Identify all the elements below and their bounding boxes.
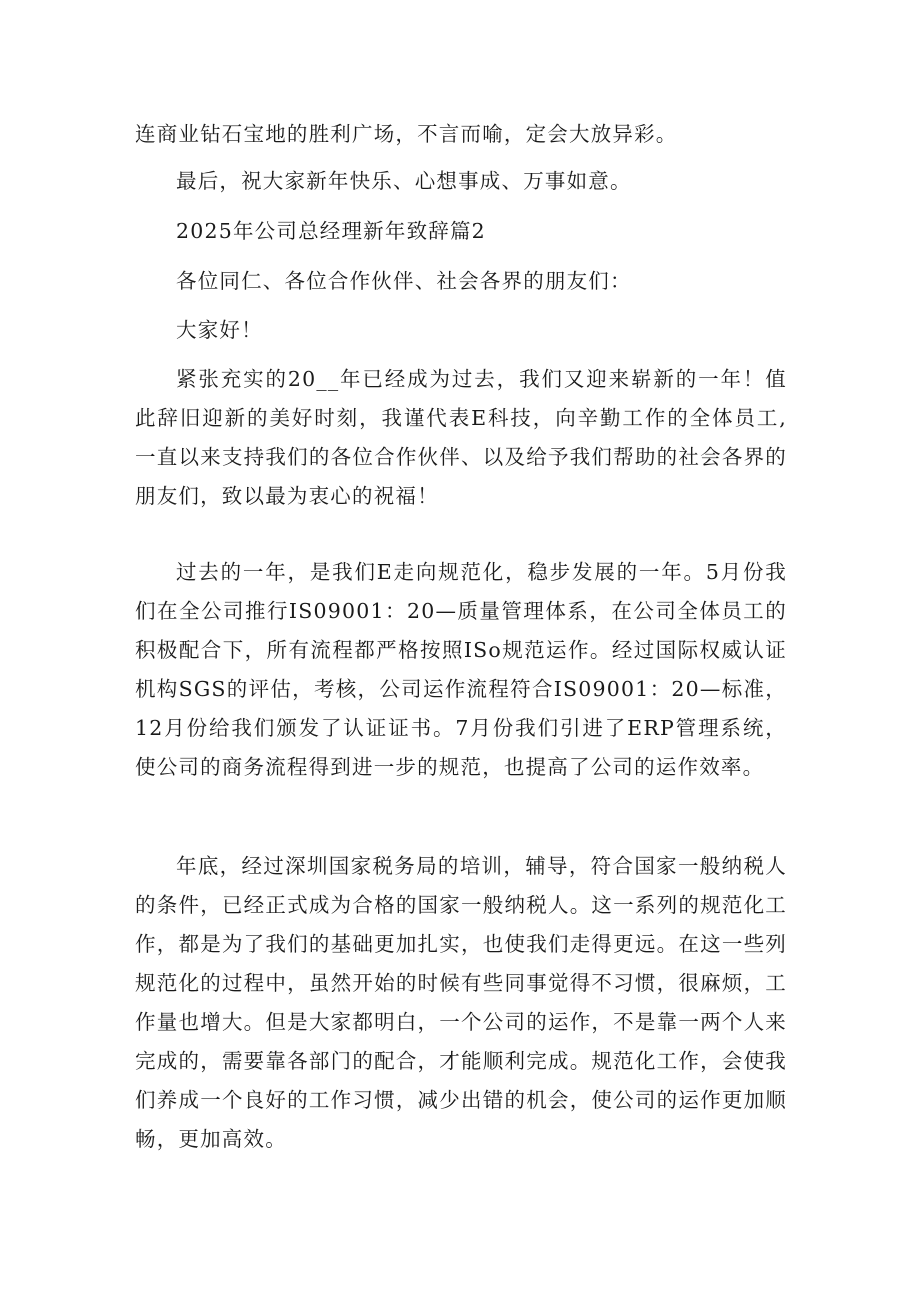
paragraph-closing-wishes: 最后，祝大家新年快乐、心想事成、万事如意。 (176, 169, 632, 193)
paragraph-continuation: 连商业钻石宝地的胜利广场，不言而喻，定会大放异彩。 (135, 122, 678, 146)
paragraph-year-end: 年底，经过深圳国家税务局的培训，辅导，符合国家一般纳税人的条件，已经正式成为合格的国家一般纳税人。这一系列的规范化工作，都是为了我们的基础更加扎实，也使我们走得更远。在这一些列规范化的过程中，虽然开始的时候有些同事觉得不习惯，很麻烦，工作量也增大。但是大家都明白，一个公司的运作，不是靠一两个人来完成的，需要靠各部门的配合，才能顺利完成。规范化工作，会使我们养成一个良好的工作习惯，减少出错的机会，使公司的运作更加顺畅，更加高效。 (135, 854, 787, 1151)
paragraph-new-year: 紧张充实的20__年已经成为过去，我们又迎来崭新的一年！值此辞旧迎新的美好时刻，我谨代表E科技，向辛勤工作的全体员工,一直以来支持我们的各位合作伙伴、以及给予我们帮助的社会各界的朋友们，致以最为衷心的祝福！ (135, 367, 787, 508)
section-heading: 2025年公司总经理新年致辞篇2 (176, 219, 486, 243)
salutation: 各位同仁、各位合作伙伴、社会各界的朋友们： (176, 269, 632, 293)
paragraph-past-year: 过去的一年，是我们E走向规范化，稳步发展的一年。5月份我们在全公司推行IS09001：20—质量管理体系，在公司全体员工的积极配合下，所有流程都严格按照ISo规范运作。经过国际权威认证机构SGS的评估，考核，公司运作流程符合IS09001：20—标准，12月份给我们颁发了认证证书。7月份我们引进了ERP管理系统，使公司的商务流程得到进一步的规范，也提高了公司的运作效率。 (135, 560, 787, 779)
greeting: 大家好！ (176, 318, 263, 342)
